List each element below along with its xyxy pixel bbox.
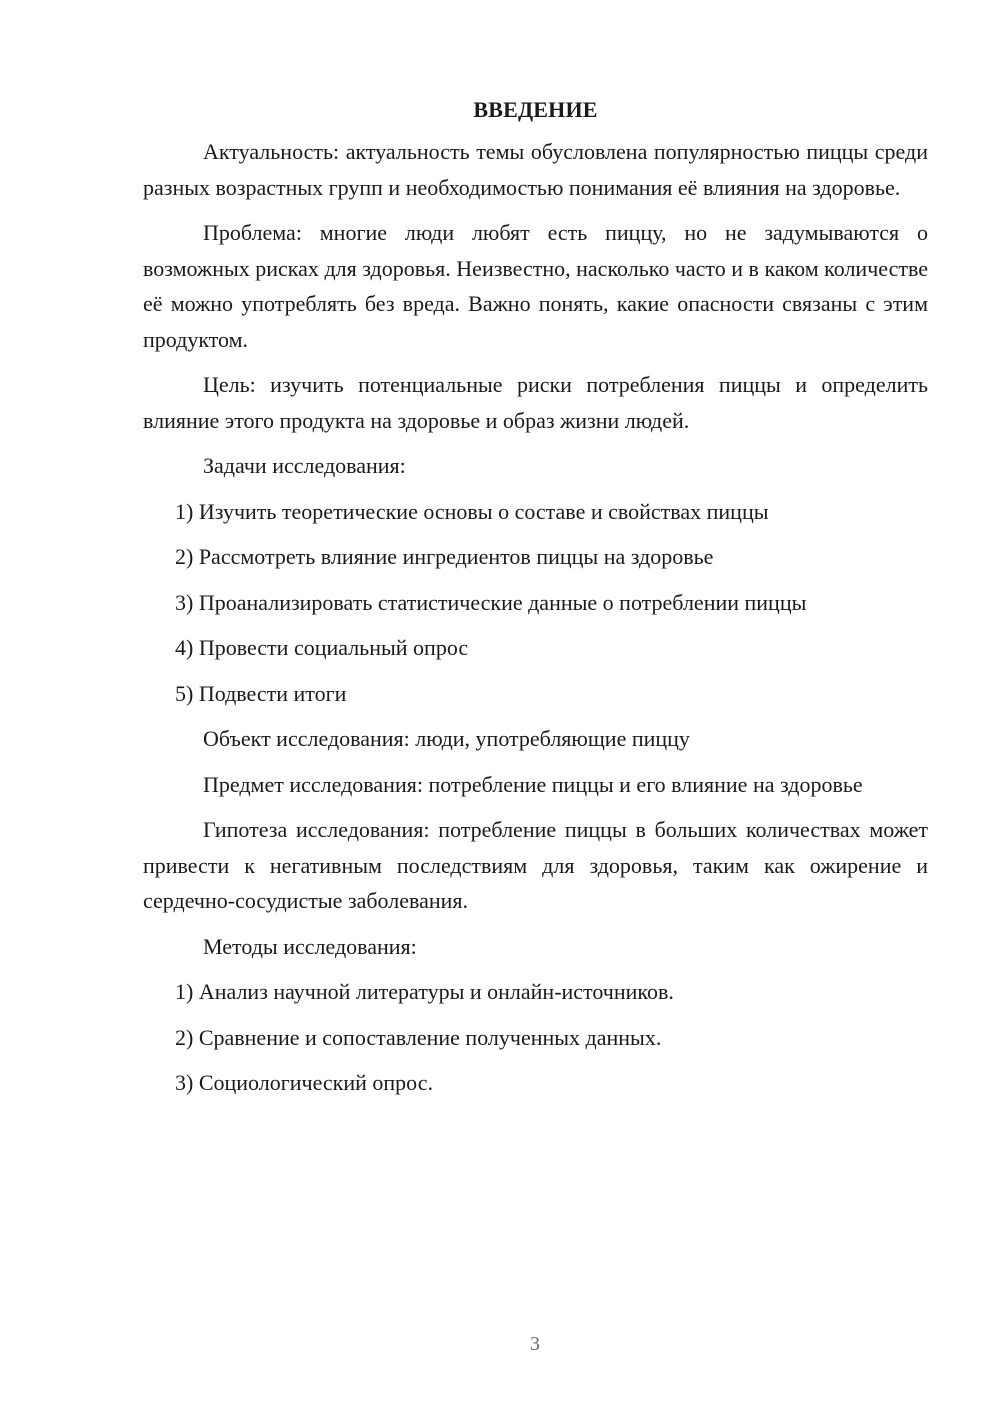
list-item: 3) Социологический опрос.	[175, 1070, 433, 1095]
list-item: 3) Проанализировать статистические данные о потреблении пиццы	[175, 589, 807, 615]
list-item: 1) Изучить теоретические основы о составе и свойствах пиццы	[175, 498, 769, 524]
tasks-heading: Задачи исследования:	[203, 453, 406, 478]
list-item: 2) Сравнение и сопоставление полученных данных.	[175, 1024, 662, 1050]
methods-list	[143, 974, 928, 1101]
problem-paragraph: Проблема: многие люди любят есть пиццу, но не задумываются о возможных рисках для здоровья. Неизвестно, насколько часто и в каком количестве её можно употреблять без вреда. Важно понять, какие опасности связаны с этим продуктом.	[143, 220, 928, 352]
list-item: 5) Подвести итоги	[175, 680, 347, 706]
relevance-paragraph: Актуальность: актуальность темы обусловлена популярностью пиццы среди разных возрастных групп и необходимостью понимания её влияния на здоровье.	[143, 139, 928, 200]
list-item: 4) Провести социальный опрос	[175, 635, 469, 660]
document-page	[143, 92, 928, 1111]
document-title: ВВЕДЕНИЕ	[473, 97, 598, 122]
object-paragraph: Объект исследования: люди, употребляющие пиццу	[203, 726, 690, 751]
methods-heading: Методы исследования:	[203, 933, 417, 959]
hypothesis-paragraph: Гипотеза исследования: потребление пиццы в больших количествах может привести к негативным последствиям для здоровья, таким как ожирение и сердечно-сосудистые заболевания.	[143, 817, 928, 913]
list-item: 1) Анализ научной литературы и онлайн-источников.	[175, 979, 674, 1004]
list-item: 2) Рассмотреть влияние ингредиентов пиццы на здоровье	[175, 544, 714, 569]
tasks-list	[143, 494, 928, 712]
page-number: 3	[530, 1333, 540, 1355]
subject-paragraph: Предмет исследования: потребление пиццы и его влияние на здоровье	[203, 771, 863, 797]
goal-paragraph: Цель: изучить потенциальные риски потребления пиццы и определить влияние этого продукта на здоровье и образ жизни людей.	[143, 372, 928, 433]
